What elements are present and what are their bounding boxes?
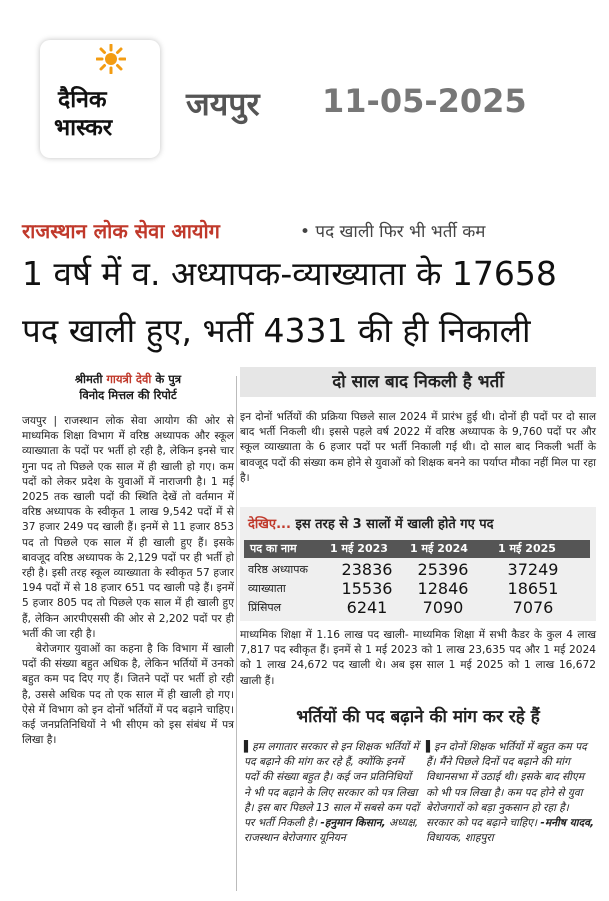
table-title-highlight: देखिए...: [248, 517, 291, 532]
table-cell-post: व्याख्याता: [248, 582, 286, 595]
table-cell-post: प्रिंसिपल: [248, 601, 282, 614]
byline-name: गायत्री देवी: [106, 372, 152, 386]
byline-reporter: विनोद मित्तल की रिपोर्ट: [79, 388, 177, 402]
table-row: [244, 560, 590, 580]
table-cell-2024: 7090: [422, 598, 464, 617]
table-cell-2025: 37249: [507, 560, 559, 579]
table-title-text: इस तरह से 3 सालों में खाली होते गए पद: [290, 517, 494, 532]
table-cell-2024: 25396: [417, 560, 469, 579]
left-paragraph-1: जयपुर | राजस्थान लोक सेवा आयोग की ओर से माध्यमिक शिक्षा विभाग में वरिष्ठ अध्यापक और स्कूल व्याख्याता के पदों पर भर्ती हो रही है, लेकिन इनसे चार गुना पद तो पिछले एक साल में ही खाली हो गए। कम पदों को लेकर प्रदेश के युवाओं में नाराजगी है। 1 मई 2025 तक खाली पदों की स्थिति देखें तो वर्तमान में वरिष्ठ अध्यापक के स्वीकृत 1 लाख 9,542 पदों में से 37 हजार 249 पद खाली हैं। इनमें से 11 हजार 853 पद तो पिछले एक साल में ही खाली हुए हैं। इसके बावजूद वरिष्ठ अध्यापक के 2,129 पदों पर ही भर्ती हो रही है। इसी तरह स्कूल व्याख्याता के स्वीकृत 57 हजार 194 पदों में से 18 हजार 651 पद खाली पड़े हैं। इनमें 5 हजार 805 पद तो पिछले एक साल में ही खाली हुए हैं, लेकिन आरपीएससी की ओर से 2,202 पदों पर ही भर्ती की जा रही है।: [22, 415, 234, 640]
table-row: [244, 598, 590, 618]
quote2-role: विधायक, शाहपुरा: [426, 832, 494, 845]
table-cell-2024: 12846: [417, 579, 469, 598]
city-name: जयपुर: [186, 85, 260, 123]
table-header-2024: 1 मई 2024: [410, 542, 468, 555]
kicker-subtext: • पद खाली फिर भी भर्ती कम: [300, 222, 486, 242]
table-cell-post: वरिष्ठ अध्यापक: [248, 563, 308, 576]
quote1-role: अध्यक्ष, राजस्थान बेरोजगार यूनियन: [244, 817, 419, 845]
headline-line1: 1 वर्ष में व. अध्यापक-व्याख्याता के 17658: [22, 254, 557, 293]
sun-logo-icon: [96, 44, 126, 74]
edition-date: 11-05-2025: [322, 82, 527, 120]
table-header-post: पद का नाम: [250, 542, 297, 555]
table-title: [248, 514, 494, 532]
table-header-2023: 1 मई 2023: [330, 542, 388, 555]
left-column-body: [22, 414, 234, 748]
headline-line2: पद खाली हुए, भर्ती 4331 की ही निकाली: [22, 311, 531, 350]
subhead-recruitment: दो साल बाद निकली है भर्ती: [240, 367, 596, 397]
quote2-text: ▌इन दोनों शिक्षक भर्तियों में बहुत कम पद हैं। मैंने पिछले दिनों पद बढ़ाने की मांग विधानसभा में उठाई थी। इसके बाद सीएम को भी पत्र लिखा है। कम पद होने से युवा बेरोजगारों को बड़ा नुकसान हो रहा है। सरकार को पद बढ़ाने चाहिए।: [426, 741, 587, 830]
table-header-row: [244, 540, 590, 558]
logo-text-line1: दैनिक: [58, 87, 107, 113]
byline-pre: श्रीमती: [74, 372, 107, 386]
right-paragraph-1: इन दोनों भर्तियों की प्रक्रिया पिछले साल 2024 में प्रारंभ हुई थी। दोनों ही पदों पर दो साल बाद भर्ती निकली थी। इससे पहले वर्ष 2022 में वरिष्ठ अध्यापक के 9,760 पदों पर और स्कूल व्याख्याता के 6 हजार पदों पर भर्ती निकाली गई थी। दो साल बाद निकली भर्ती के बावजूद पदों की संख्या कम होने से युवाओं को शिक्षक बनने का पर्याप्त मौका नहीं मिल पा रहा है।: [240, 411, 596, 484]
kicker-label: राजस्थान लोक सेवा आयोग: [22, 219, 220, 243]
table-header-2025: 1 मई 2025: [498, 542, 556, 555]
byline-post: के पुत्र: [151, 372, 182, 386]
logo-text-line2: भास्कर: [54, 115, 113, 141]
quote-hanuman-kisan: [244, 740, 420, 846]
vacancy-table: [240, 507, 596, 621]
table-cell-2023: 23836: [341, 560, 393, 579]
quote1-text: ▌हम लगातार सरकार से इन शिक्षक भर्तियों में पद बढ़ाने की मांग कर रहे हैं, क्योंकि इनमें पदों की संख्या बहुत है। कई जन प्रतिनिधियों ने भी पद बढ़ाने के लिए सरकार को पत्र लिखा है। इस बार पिछले 13 साल में सबसे कम पदों पर भर्ती निकली है।: [244, 741, 419, 830]
quote1-author: -हनुमान किसान,: [320, 817, 386, 830]
table-cell-2025: 18651: [507, 579, 559, 598]
left-paragraph-2: बेरोजगार युवाओं का कहना है कि विभाग में खाली पदों की संख्या बहुत अधिक है, लेकिन भर्तियों में उनको बहुत कम पद दिए गए हैं। जितने पदों पर भर्ती हो रही है, उससे अधिक पद तो एक साल में ही खाली हो गए। ऐसे में विभाग को इन दोनों भर्तियों में पद बढ़ाने चाहिए। कई जनप्रतिनिधियों ने भी सीएम को इस संबंध में पत्र लिखा है।: [22, 643, 234, 747]
dainik-bhaskar-logo: [40, 40, 160, 158]
table-row: [244, 579, 590, 599]
byline: [22, 371, 234, 403]
table-cell-2025: 7076: [512, 598, 554, 617]
subhead-demand: भर्तियों की पद बढ़ाने की मांग कर रहे हैं: [296, 707, 540, 727]
table-cell-2023: 15536: [341, 579, 393, 598]
column-divider: [236, 376, 237, 891]
quote2-author: -मनीष यादव,: [540, 817, 595, 830]
quote-manish-yadav: [426, 740, 598, 846]
table-cell-2023: 6241: [346, 598, 388, 617]
secondary-education-paragraph: माध्यमिक शिक्षा में 1.16 लाख पद खाली- माध्यमिक शिक्षा में सभी कैडर के कुल 4 लाख 7,817 पद स्वीकृत हैं। इनमें से 1 मई 2023 को 1 लाख 23,635 पद और 1 मई 2024 को 1 लाख 24,672 पद खाली थे। अब इस साल 1 मई 2025 को 1 लाख 16,672 खाली हैं।: [240, 629, 596, 687]
